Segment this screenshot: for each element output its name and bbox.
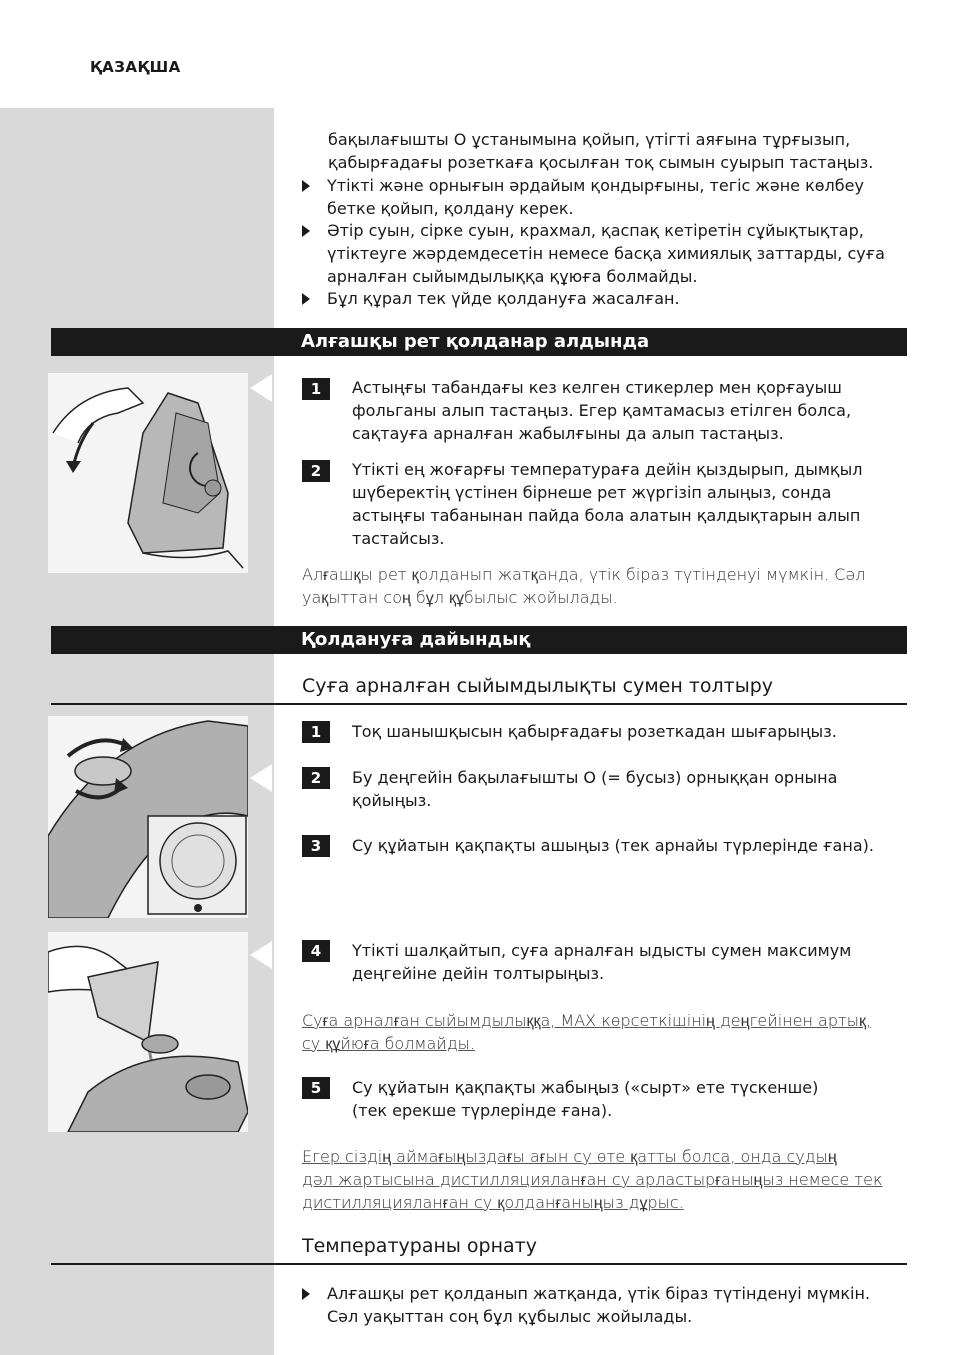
bullet-line: Үтікті және орнығын әрдайым қондырғыны, тегіс және көлбеу [327,176,864,195]
max-level-warning [302,1009,892,1055]
step-line: тастайсыз. [352,529,445,548]
step-line: сақтауға арналған жабылғыны да алып тастаңыз. [352,424,784,443]
warning-line [302,1009,892,1032]
step-number: 3 [302,835,330,857]
steam-dial-icon [48,716,248,918]
warning-text: су құйюға болмайды. [302,1034,475,1053]
bullet-icon [302,1288,310,1300]
intro-continuation [328,128,908,174]
step-line: (тек ерекше түрлерінде ғана). [352,1101,613,1120]
warning-text: Суға арналған сыйымдылыққа, MAX көрсеткішінің деңгейінен артық, [302,1011,872,1030]
subheading-rule [51,703,907,705]
language-header: ҚАЗАҚША [90,58,181,76]
note-line [302,1145,892,1168]
note-text: Егер сіздің аймағыңыздағы ағын су өте қатты болса, онда судың [302,1147,837,1166]
first-use-note [302,563,892,609]
step-text [352,834,892,857]
step-line: Астыңғы табандағы кез келген стикерлер мен қорғауыш [352,378,842,397]
bullet-line: бетке қойып, қолдану керек. [327,199,574,218]
section-header-preparation [51,626,907,654]
subheading-temperature: Температураны орнату [302,1235,537,1257]
step-number: 2 [302,460,330,482]
note-text: дистилляцияланған су қолданғаныңыз дұрыс. [302,1193,684,1212]
step-line: фольганы алып тастаңыз. Егер қамтамасыз етілген болса, [352,401,852,420]
note-line: уақыттан соң бұл құбылыс жойылады. [302,588,618,607]
step-line: қойыңыз. [352,791,432,810]
step-text [352,939,892,985]
subheading-rule [51,1263,907,1265]
water-jug-icon [48,932,248,1132]
step-line: Үтікті шалқайтып, суға арналған ыдысты сумен максимум [352,941,852,960]
step-line: Су құйатын қақпақты жабыңыз («сырт» ете түскенше) [352,1078,819,1097]
warning-line [302,1032,892,1055]
step-text [352,376,892,445]
step-line: Бу деңгейін бақылағышты O (= бусыз) орныққан орнына [352,768,838,787]
section-title: Алғашқы рет қолданар алдында [301,331,650,352]
step-line: шүберектің үстінен бірнеше рет жүргізіп алыңыз, сонда [352,483,832,502]
step-number: 5 [302,1077,330,1099]
note-line: Алғашқы рет қолданып жатқанда, үтік біраз түтінденуі мүмкін. Сәл [302,565,866,584]
steam-dial-illustration [48,716,248,918]
note-line [302,1168,892,1191]
step-line: астыңғы табанынан пайда бола алатын қалдықтарын алып [352,506,861,525]
step-text [352,720,892,743]
subheading-fill-water: Суға арналған сыйымдылықты сумен толтыру [302,675,774,697]
step-number: 2 [302,767,330,789]
bullet-line: Бұл құрал тек үйде қолдануға жасалған. [327,289,680,308]
step-text [352,1076,892,1122]
step-text [352,766,892,812]
iron-sticker-illustration [48,373,248,573]
bullet-line: Алғашқы рет қолданып жатқанда, үтік біраз түтінденуі мүмкін. [327,1284,871,1303]
step-line: деңгейіне дейін толтырыңыз. [352,964,605,983]
step-number: 1 [302,378,330,400]
step-line: Үтікті ең жоғарғы температураға дейін қыздырып, дымқыл [352,460,863,479]
filling-water-illustration [48,932,248,1132]
bullet-line: арналған сыйымдылыққа құюға болмайды. [327,267,698,286]
illustration-pointer [250,941,272,969]
iron-icon [48,373,248,573]
step-line: Тоқ шанышқысын қабырғадағы розеткадан шығарыңыз. [352,722,837,741]
section-title: Қолдануға дайындық [301,629,531,650]
bullet-icon [302,180,310,192]
bullet-line: үтіктеуге жәрдемдесетін немесе басқа химиялық заттарды, суға [327,244,885,263]
illustration-pointer [250,764,272,792]
bullet-icon [302,293,310,305]
step-number: 1 [302,721,330,743]
note-line [302,1191,892,1214]
bullet-icon [302,225,310,237]
hard-water-note [302,1145,892,1214]
section-header-first-use [51,328,907,356]
note-text: дәл жартысына дистилляцияланған су арластырғаныңыз немесе тек [302,1170,883,1189]
step-line: Су құйатын қақпақты ашыңыз (тек арнайы түрлерінде ғана). [352,836,874,855]
intro-line: бақылағышты O ұстанымына қойып, үтігті аяғына тұрғызып, [328,130,851,149]
step-number: 4 [302,940,330,962]
bullet-line: Сәл уақыттан соң бұл құбылыс жойылады. [327,1307,693,1326]
illustration-pointer [250,374,272,402]
step-text [352,458,892,550]
intro-line: қабырғадағы розеткаға қосылған тоқ сымын суырып тастаңыз. [328,153,874,172]
bullet-line: Әтір суын, сірке суын, крахмал, қаспақ кетіретін сұйықтықтар, [327,221,864,240]
